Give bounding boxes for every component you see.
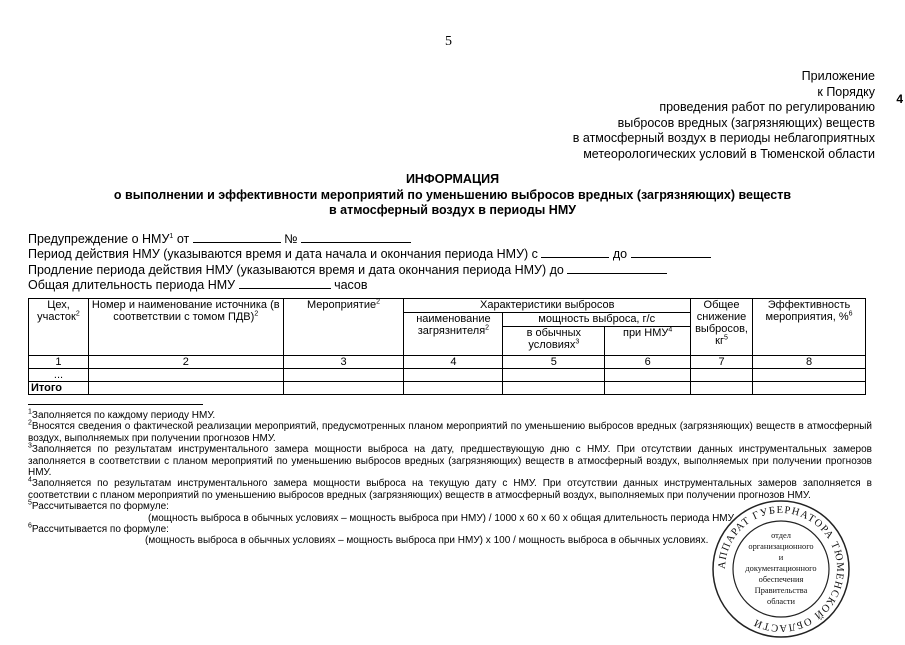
form-fields xyxy=(28,232,888,294)
footnote-4: $^4$Заполняется по результатам инструментального замера мощности выброса на текущую дату с НМУ. При отсутствии данных инструментальных замеров заполняется в соответствии с планом мероприятий по уменьшению выбросов вредных (загрязняющих) веществ в атмосферный воздух, выполняемых при получении прогнозов НМУ. xyxy=(28,477,872,501)
official-stamp xyxy=(706,498,856,640)
footnote-6: $^6$Рассчитывается по формуле: xyxy=(28,522,169,536)
duration-blank[interactable] xyxy=(239,278,331,289)
title-line-2: в атмосферный воздух в периоды НМУ xyxy=(328,203,577,218)
col-number: 4 xyxy=(404,356,503,369)
footnote-2: $^2$Вносятся сведения о фактической реализации мероприятий, предусмотренных планом мероприятий по уменьшению выбросов вредных (загрязняющих) веществ в атмосферный воздух, выполняемых при получении прогнозов НМУ. xyxy=(28,420,872,444)
period-row xyxy=(28,247,888,262)
header-emission-power: мощность выброса, г/с xyxy=(503,313,691,327)
stamp-line: отдел xyxy=(771,531,791,540)
appendix-line: в атмосферный воздух в периоды неблагоприятных xyxy=(572,131,875,146)
footnote-5-formula: (мощность выброса в обычных условиях – мощность выброса при НМУ) / 1000 x 60 x 60 x общая длительность периода НМУ. xyxy=(148,512,736,524)
header-normal-conditions: в обычных условиях$^3$ xyxy=(503,327,605,356)
duration-row xyxy=(28,278,888,293)
header-nmu-conditions: при НМУ$^4$ xyxy=(605,327,691,356)
extension-row xyxy=(28,263,888,278)
appendix-line: выбросов вредных (загрязняющих) веществ xyxy=(617,115,875,130)
warning-date-blank[interactable] xyxy=(193,232,281,243)
table-row-total xyxy=(29,382,866,395)
document-title xyxy=(40,172,865,219)
stamp-line: организационного xyxy=(748,542,814,551)
footnote-3: $^3$Заполняется по результатам инструментального замера мощности выброса на дату, предшествующую дню с НМУ. При отсутствии данных инструментальных замеров заполняется в соответствии с планом мероприятий по уменьшению выбросов вредных (загрязняющих) веществ в атмосферный воздух, выполняемых при получении прогнозов НМУ. xyxy=(28,442,872,479)
footnote-separator xyxy=(28,404,203,405)
col-number: 1 xyxy=(29,356,89,369)
ellipsis-cell: ... xyxy=(29,369,89,382)
duration-label: Общая длительность периода НМУ xyxy=(28,278,236,293)
header-total-reduction: Общее снижение выбросов, $кг^5$ xyxy=(691,299,753,356)
hours-label: часов xyxy=(334,278,368,293)
appendix-line: к Порядку xyxy=(817,84,875,99)
table-row-ellipsis xyxy=(29,369,866,382)
footnote-ref: 1 xyxy=(169,232,174,240)
stamp-line: Правительства xyxy=(754,586,808,595)
title-line-1: о выполнении и эффективности мероприятий по уменьшению выбросов вредных (загрязняющих) веществ xyxy=(113,187,792,202)
stamp-ring-text: АППАРАТ ГУБЕРНАТОРА ТЮМЕНСКОЙ ОБЛАСТИ xyxy=(716,504,846,634)
page-number: 5 xyxy=(445,34,452,49)
period-start-blank[interactable] xyxy=(541,247,609,258)
extension-label: Продление периода действия НМУ (указываются время и дата окончания периода НМУ) до xyxy=(28,262,564,277)
col-number: 5 xyxy=(503,356,605,369)
footnote-5: $^5$Рассчитывается по формуле: xyxy=(28,499,169,513)
header-efficiency: Эффективность мероприятия, %$^6$ xyxy=(753,299,866,356)
extension-blank[interactable] xyxy=(567,263,667,274)
col-number: 6 xyxy=(605,356,691,369)
stamp-line: документационного xyxy=(745,564,817,573)
number-label: № xyxy=(284,232,298,246)
header-shop: Цех, участок$^2$ xyxy=(29,299,89,356)
footnote-1: $^1$Заполняется по каждому периоду НМУ. xyxy=(28,408,216,421)
from-label: от xyxy=(176,232,190,246)
measures-table xyxy=(28,298,866,395)
margin-mark: 4 xyxy=(896,92,903,106)
header-measure: Мероприятие$^2$ xyxy=(283,299,404,356)
title-main: ИНФОРМАЦИЯ xyxy=(405,172,500,186)
total-cell: Итого xyxy=(29,382,89,395)
header-emission-characteristics: Характеристики выбросов xyxy=(404,299,691,313)
to-label: до xyxy=(612,247,628,262)
table-row-numbers xyxy=(29,356,866,369)
appendix-header xyxy=(573,69,875,163)
footnote-6-formula: (мощность выброса в обычных условиях – мощность выброса при НМУ) x 100 / мощность выброса в обычных условиях. xyxy=(145,535,709,547)
stamp-icon xyxy=(706,498,856,640)
stamp-line: и xyxy=(778,553,784,562)
header-source: Номер и наименование источника (в соответствии с томом ПДВ)$^2$ xyxy=(88,299,283,356)
header-pollutant: наименование загрязнителя$^2$ xyxy=(404,313,503,356)
col-number: 7 xyxy=(691,356,753,369)
warning-number-blank[interactable] xyxy=(301,232,411,243)
stamp-line: области xyxy=(767,597,795,606)
period-end-blank[interactable] xyxy=(631,247,711,258)
period-label: Период действия НМУ (указываются время и дата начала и окончания периода НМУ) с xyxy=(28,247,538,262)
appendix-line: метеорологических условий в Тюменской области xyxy=(583,146,875,161)
stamp-line: обеспечения xyxy=(758,575,804,584)
appendix-line: проведения работ по регулированию xyxy=(659,100,875,115)
col-number: 8 xyxy=(753,356,866,369)
appendix-line: Приложение xyxy=(801,69,875,83)
col-number: 2 xyxy=(88,356,283,369)
warning-label: Предупреждение о НМУ xyxy=(28,232,170,246)
warning-row xyxy=(28,232,888,247)
col-number: 3 xyxy=(283,356,404,369)
